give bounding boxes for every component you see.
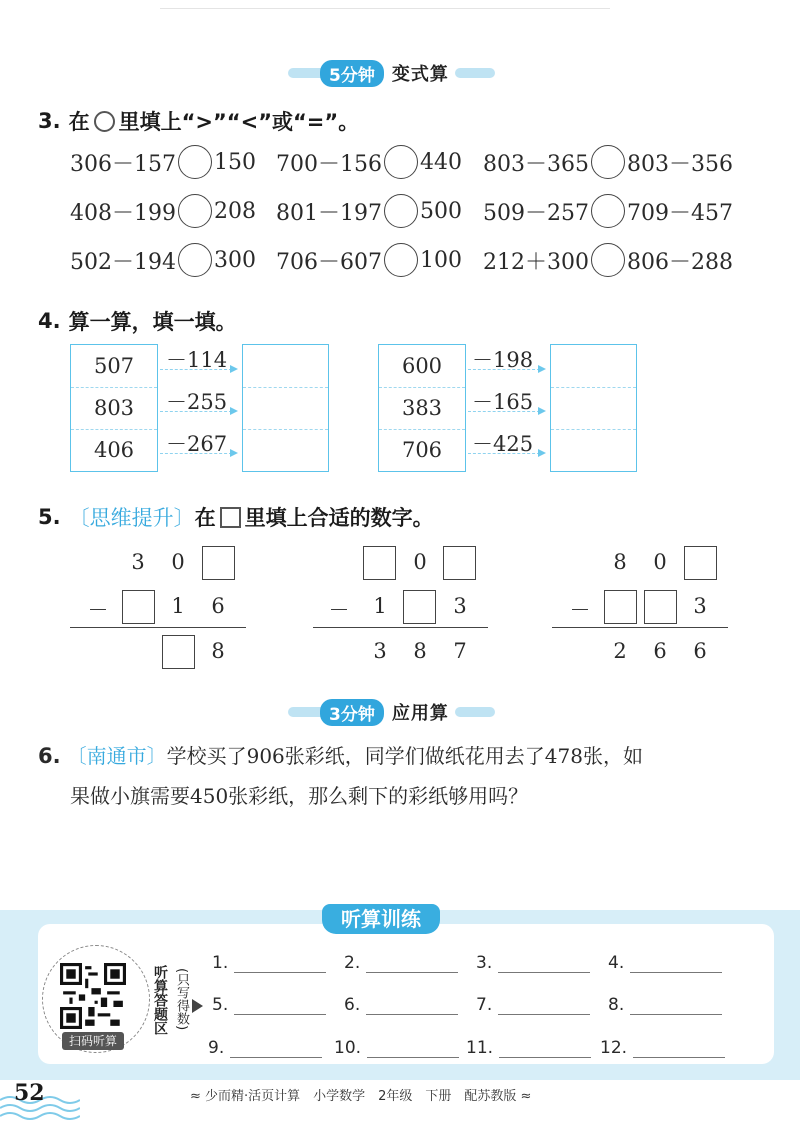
answer-slot[interactable]: 4. [608,953,722,973]
operation-label: －165 [472,390,534,414]
operation-label: －114 [166,348,228,372]
q4-title [38,306,237,336]
arrow-icon [230,365,238,373]
result-column [242,344,329,472]
digit: 0 [171,550,185,574]
arrow-line [160,411,232,412]
arrow-line [468,453,540,454]
compare-item: 801－197 500 [276,194,462,228]
answer-circle[interactable] [178,194,212,228]
answer-slot[interactable]: 9. [208,1038,322,1058]
compare-item: 803－365 803－356 [483,145,733,179]
answer-slot[interactable]: 12. [600,1038,725,1058]
compare-item: 502－194 300 [70,243,256,277]
sum-line [70,627,246,628]
digit: 7 [453,639,467,663]
answer-cell[interactable] [243,345,328,387]
digit: 3 [131,550,145,574]
listening-title: 听算训练 [322,904,440,934]
answer-circle[interactable] [384,145,418,179]
minus-sign: － [87,598,109,622]
input-column [70,344,158,472]
answer-area-note: (只写得数) [174,968,189,1031]
answer-cell[interactable] [551,429,636,471]
compare-item: 306－157 150 [70,145,256,179]
compare-item: 212＋300 806－288 [483,243,733,277]
section-name: 变式算 [391,64,449,85]
compare-item: 706－607 100 [276,243,462,277]
answer-slot[interactable]: 8. [608,995,722,1015]
time-pill: 5分钟 [320,60,384,87]
answer-cell[interactable] [551,387,636,429]
input-value: 600 [401,354,443,378]
digit: 1 [373,594,387,618]
answer-slot[interactable]: 2. [344,953,458,973]
q5-number: 5. [38,505,61,529]
time-pill: 3分钟 [320,699,384,726]
header-bar-right [455,68,495,78]
digit-box[interactable] [162,635,195,669]
section-header-variant [288,62,495,84]
arrow-icon [538,449,546,457]
digit: 3 [693,594,707,618]
result-column [550,344,637,472]
arrow-icon [230,407,238,415]
compare-item: 700－156 440 [276,145,462,179]
answer-slot[interactable]: 7. [476,995,590,1015]
input-value: 406 [93,438,135,462]
q6-tag: 〔南通市〕 [66,744,167,768]
digit-box[interactable] [604,590,637,624]
operation-label: －255 [166,390,228,414]
answer-cell[interactable] [243,387,328,429]
digit: 3 [373,639,387,663]
arrow-line [160,453,232,454]
answer-circle[interactable] [178,243,212,277]
digit: 6 [693,639,707,663]
play-arrow-icon [192,999,203,1013]
digit-box[interactable] [443,546,476,580]
q5-title-b: 里填上合适的数字。 [244,506,434,530]
answer-slot[interactable]: 1. [212,953,326,973]
answer-slot[interactable]: 5. [212,995,326,1015]
digit: 2 [613,639,627,663]
q6-number: 6. [38,744,61,768]
digit: 6 [653,639,667,663]
q4-number: 4. [38,309,61,333]
section-name: 应用算 [391,703,449,724]
q3-title-b: 里填上“>”“<”或“=”。 [118,110,360,134]
arrow-line [468,369,540,370]
input-value: 803 [93,396,135,420]
digit: 3 [453,594,467,618]
digit: 8 [211,639,225,663]
answer-slot[interactable]: 3. [476,953,590,973]
top-divider [160,8,610,9]
digit-box[interactable] [202,546,235,580]
q4-title-text: 算一算，填一填。 [68,310,237,334]
answer-circle[interactable] [384,243,418,277]
arrow-icon [538,407,546,415]
sum-line [313,627,488,628]
digit: 8 [413,639,427,663]
digit-box[interactable] [122,590,155,624]
footer-text: ≈ 少而精·活页计算 小学数学 2年级 下册 配苏教版 ≈ [190,1089,532,1104]
digit: 1 [171,594,185,618]
input-value: 383 [401,396,443,420]
compare-item: 509－257 709－457 [483,194,733,228]
digit-box[interactable] [644,590,677,624]
answer-circle[interactable] [591,194,625,228]
answer-circle[interactable] [384,194,418,228]
answer-circle[interactable] [591,145,625,179]
qr-code-icon[interactable] [60,963,126,1029]
circle-icon [94,111,115,132]
digit: 8 [613,550,627,574]
answer-slot[interactable]: 11. [466,1038,591,1058]
digit: 0 [413,550,427,574]
digit-box[interactable] [363,546,396,580]
operation-label: －198 [472,348,534,372]
digit: 6 [211,594,225,618]
answer-circle[interactable] [591,243,625,277]
answer-area-label: 听算答题区 [152,965,168,1035]
q6-line2: 果做小旗需要450张彩纸，那么剩下的彩纸够用吗？ [70,784,529,808]
answer-cell[interactable] [551,345,636,387]
header-bar-right [455,707,495,717]
minus-sign: － [328,598,350,622]
q5-title-a: 在 [194,506,216,530]
answer-circle[interactable] [178,145,212,179]
digit-box[interactable] [684,546,717,580]
minus-sign: － [569,598,591,622]
q5-title [38,502,434,532]
q3-title-a: 在 [68,110,90,134]
q3-number: 3. [38,109,61,133]
q3-title [38,106,359,136]
arrow-icon [230,449,238,457]
input-column [378,344,466,472]
section-header-application [288,701,495,723]
q6-problem [38,736,768,816]
operation-label: －425 [472,432,534,456]
compare-item: 408－199 208 [70,194,256,228]
q6-line1: 学校买了906张彩纸，同学们做纸花用去了478张，如 [166,744,643,768]
sum-line [552,627,728,628]
answer-cell[interactable] [243,429,328,471]
q5-tag: 〔思维提升〕 [68,506,195,530]
arrow-line [160,369,232,370]
answer-slot[interactable]: 6. [344,995,458,1015]
digit: 0 [653,550,667,574]
operation-label: －267 [166,432,228,456]
answer-slot[interactable]: 10. [334,1038,459,1058]
digit-box[interactable] [403,590,436,624]
page-number: 52 [14,1080,45,1106]
arrow-icon [538,365,546,373]
input-value: 706 [401,438,443,462]
input-value: 507 [93,354,135,378]
square-icon [220,507,241,528]
arrow-line [468,411,540,412]
scan-label: 扫码听算 [62,1032,124,1050]
